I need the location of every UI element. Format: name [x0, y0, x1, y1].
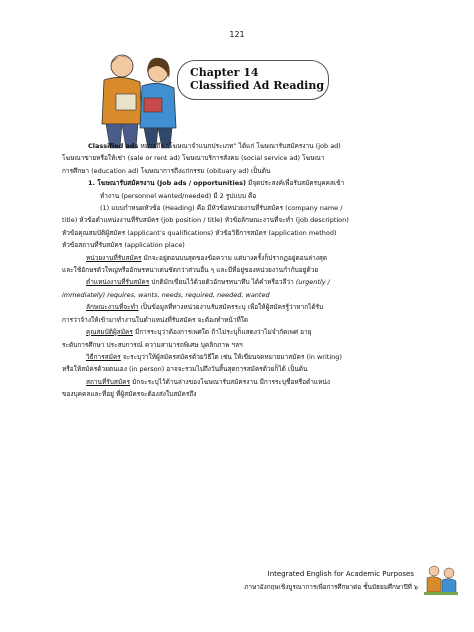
- agency-label: หน่วยงานที่รับสมัคร: [86, 253, 142, 262]
- method-line-2: หรือให้สมัครด้วยตนเอง (in person) อาจจะรวมไปถึงวันสิ้นสุดการสมัครด้วยก็ได้ เป็นต้น: [62, 365, 308, 374]
- section-1-heading: 1. โฆษณารับสมัครงาน (Job ads / opportunities) มีจุดประสงค์เพื่อรับสมัครบุคคลเข้า: [88, 179, 345, 188]
- page-number: 121: [229, 30, 245, 39]
- agency-paragraph: หน่วยงานที่รับสมัคร มักจะอยู่ตอนบนสุดของข้อความ แต่บางครั้งก็ปรากฏอยู่ตอนล่างสุด: [86, 253, 328, 262]
- description-paragraph: ลักษณะงานที่จะทำ เป็นข้อมูลที่ทางหน่วยงานรับสมัครระบุ เพื่อให้ผู้สมัครรู้ว่าหากได้รับ: [86, 303, 324, 312]
- position-paragraph: ตำแหน่งงานที่รับสมัคร ปกติมักเขียนไว้ด้วยตัวอักษรหนาทึบ ได้คำหรือวลีว่า (urgently /: [86, 278, 330, 287]
- format-1-line-4: หัวข้อสถานที่รับสมัคร (application place): [62, 241, 185, 250]
- qualification-label: คุณสมบัติผู้สมัคร: [86, 328, 133, 337]
- footer-course-title: Integrated English for Academic Purposes: [267, 570, 414, 578]
- section-1-line-2: ทำงาน (personnel wanted/needed) มี 2 รูปแบบ คือ: [100, 191, 257, 200]
- agency-line-2: และใช้อักษรตัวใหญ่หรืออักษรหนาเด่นชัดกว่าส่วนอื่น ๆ และมีที่อยู่ของหน่วยงานกำกับอยู่ด้วย: [62, 266, 319, 275]
- qualification-paragraph: คุณสมบัติผู้สมัคร มีการระบุว่าต้องการเพศใด ถ้าไม่ระบุก็แสดงว่าไม่จำกัดเพศ อายุ: [86, 328, 312, 337]
- position-label: ตำแหน่งงานที่รับสมัคร: [86, 278, 150, 287]
- footer-thai-subtitle: ภาษาอังกฤษเชิงบูรณาการเพื่อการศึกษาต่อ ชั้นมัธยมศึกษาปีที่ ๖: [244, 583, 418, 591]
- chapter-number: Chapter 14: [190, 66, 259, 79]
- place-paragraph: สถานที่รับสมัคร มักจะระบุไว้ด้านล่างของโฆษณารับสมัครงาน มีการระบุชื่อหรือตำแหน่ง: [86, 377, 331, 386]
- intro-line-2: โฆษณาขายหรือให้เช่า (sale or rent ad) โฆษณาบริการสังคม (social service ad) โฆษณา: [62, 154, 325, 163]
- intro-line-3: การศึกษา (education ad) โฆษณาการถึงแก่กรรม (obituary ad) เป็นต้น: [62, 166, 271, 175]
- section-1-title: โฆษณารับสมัครงาน (Job ads / opportunities): [97, 179, 246, 188]
- body-text: [62, 140, 434, 401]
- place-label: สถานที่รับสมัคร: [86, 377, 130, 386]
- format-1-line-3: หัวข้อคุณสมบัติผู้สมัคร (applicant’s qualifications) หัวข้อวิธีการสมัคร (application method): [62, 228, 337, 237]
- method-paragraph: วิธีการสมัคร จะระบุว่าให้ผู้สมัครสมัครด้วยวิธีใด เช่น ให้เขียนจดหมายมาสมัคร (in writing): [86, 352, 342, 361]
- qualification-line-2: ระดับการศึกษา ประสบการณ์ ความสามารถพิเศษ บุคลิกภาพ ฯลฯ: [62, 340, 243, 349]
- format-1-line-1: (1) แบบกำหนดหัวข้อ (Heading) คือ มีหัวข้อหน่วยงานที่รับสมัคร (company name /: [100, 204, 343, 213]
- term-classified-ads: Classified ads: [88, 142, 139, 150]
- place-line-2: ของบุคคลและที่อยู่ ที่ผู้สมัครจะต้องส่งใบสมัครถึง: [62, 390, 197, 399]
- description-label: ลักษณะงานที่จะทำ: [86, 303, 139, 312]
- chapter-title: [190, 66, 324, 92]
- position-line-2: immediately) requires, wants, needs, required, needed, wanted: [62, 290, 270, 299]
- description-line-2: การว่าจ้างให้เข้ามาทำงานในตำแหน่งที่รับสมัคร จะต้องทำหน้าที่ใด: [62, 315, 249, 324]
- chapter-name: Classified Ad Reading: [190, 79, 325, 92]
- format-1-line-2: title) หัวข้อตำแหน่งงานที่รับสมัคร (job position / title) หัวข้อลักษณะงานที่จะทำ (job description): [62, 216, 349, 225]
- students-illustration: [82, 44, 202, 152]
- intro-line-1: Classified ads หมายถึง “โฆษณาจำแนกประเภท” ได้แก่ โฆษณารับสมัครงาน (job ad): [88, 142, 341, 150]
- method-label: วิธีการสมัคร: [86, 352, 121, 361]
- footer-students-icon: [420, 562, 462, 598]
